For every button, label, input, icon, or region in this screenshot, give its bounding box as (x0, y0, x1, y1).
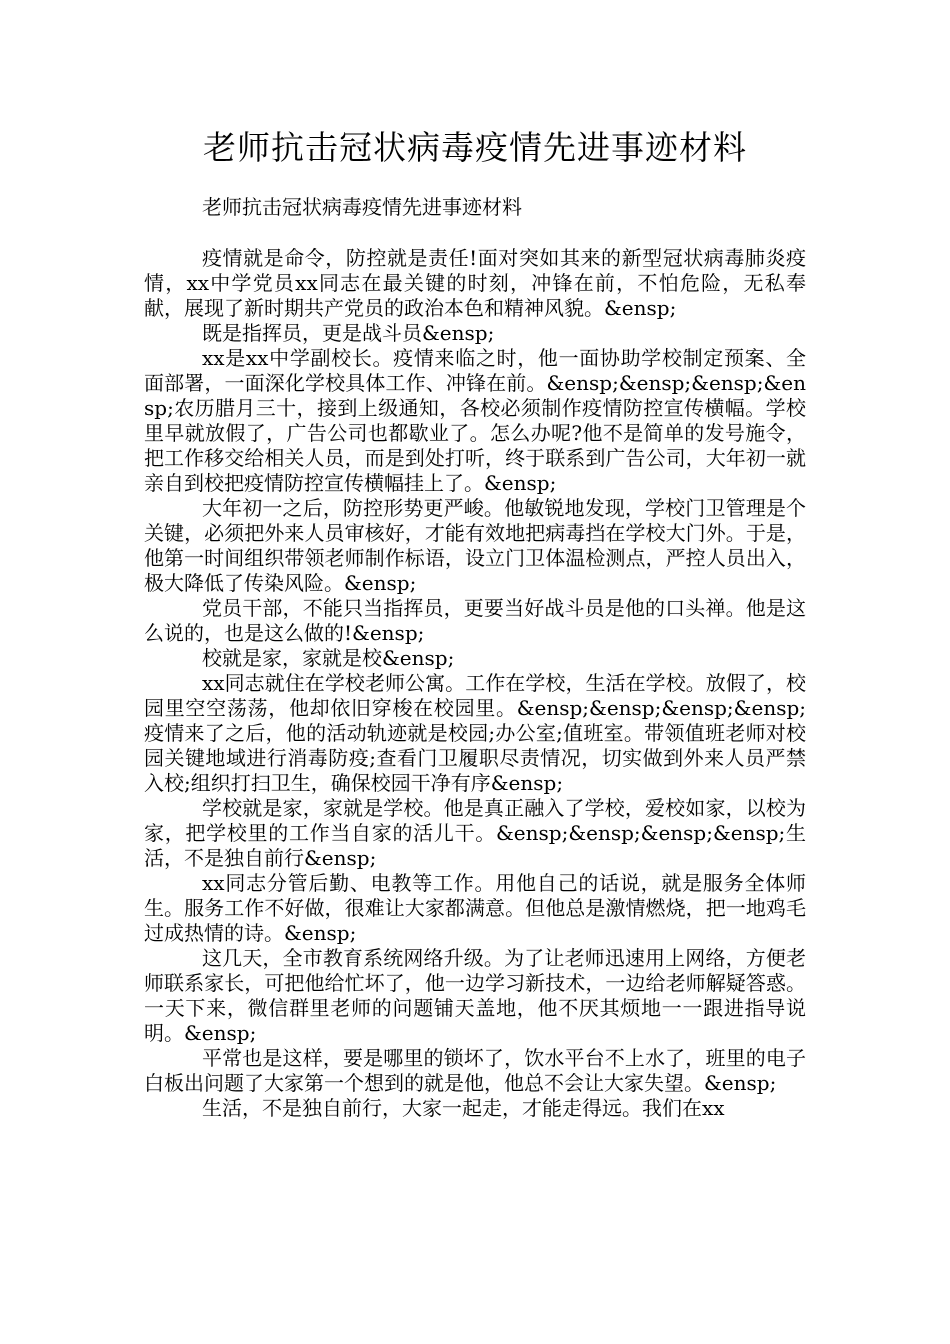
paragraph: 大年初一之后，防控形势更严峻。他敏锐地发现，学校门卫管理是个关键，必须把外来人员审核好，才能有效地把病毒挡在学校大门外。于是，他第一时间组织带领老师制作标语，设立门卫体温检测点，严控人员出入，极大降低了传染风险。&ensp; (144, 496, 806, 595)
paragraph: xx同志就住在学校老师公寓。工作在学校，生活在学校。放假了，校园里空空荡荡，他却依旧穿梭在校园里。&ensp;&ensp;&ensp;&ensp;疫情来了之后，他的活动轨迹就是校园;办公室;值班室。带领值班老师对校园关键地域进行消毒防疫;查看门卫履职尽责情况，切实做到外来人员严禁入校;组织打扫卫生，确保校园干净有序&ensp; (144, 671, 806, 795)
paragraph: 学校就是家，家就是学校。他是真正融入了学校，爱校如家，以校为家，把学校里的工作当自家的活儿干。&ensp;&ensp;&ensp;&ensp;生活，不是独自前行&ensp; (144, 796, 806, 870)
document-body (144, 246, 806, 1121)
paragraph: 疫情就是命令，防控就是责任!面对突如其来的新型冠状病毒肺炎疫情，xx中学党员xx同志在最关键的时刻，冲锋在前，不怕危险，无私奉献，展现了新时期共产党员的政治本色和精神风貌。&ensp; (144, 246, 806, 320)
paragraph: 平常也是这样，要是哪里的锁坏了，饮水平台不上水了，班里的电子白板出问题了大家第一个想到的就是他，他总不会让大家失望。&ensp; (144, 1046, 806, 1095)
paragraph: 校就是家，家就是校&ensp; (202, 646, 455, 670)
document-title: 老师抗击冠状病毒疫情先进事迹材料 (203, 128, 747, 167)
paragraph: xx同志分管后勤、电教等工作。用他自己的话说，就是服务全体师生。服务工作不好做，很难让大家都满意。但他总是激情燃烧，把一地鸡毛过成热情的诗。&ensp; (144, 871, 806, 945)
document-page (144, 118, 806, 1121)
paragraph: 党员干部，不能只当指挥员，更要当好战斗员是他的口头禅。他是这么说的，也是这么做的!&ensp; (144, 596, 806, 645)
paragraph: xx是xx中学副校长。疫情来临之时，他一面协助学校制定预案、全面部署，一面深化学校具体工作、冲锋在前。&ensp;&ensp;&ensp;&ensp;农历腊月三十，接到上级通知，各校必须制作疫情防控宣传横幅。学校里早就放假了，广告公司也都歇业了。怎么办呢?他不是简单的发号施令，把工作移交给相关人员，而是到处打听，终于联系到广告公司，大年初一就亲自到校把疫情防控宣传横幅挂上了。&ensp; (144, 346, 806, 495)
paragraph: 生活，不是独自前行，大家一起走，才能走得远。我们在xx (202, 1096, 725, 1120)
document-subtitle: 老师抗击冠状病毒疫情先进事迹材料 (202, 195, 522, 219)
paragraph: 这几天，全市教育系统网络升级。为了让老师迅速用上网络，方便老师联系家长，可把他给忙坏了，他一边学习新技术，一边给老师解疑答惑。一天下来，微信群里老师的问题铺天盖地，他不厌其烦地一一跟进指导说明。&ensp; (144, 946, 806, 1045)
paragraph: 既是指挥员，更是战斗员&ensp; (202, 321, 495, 345)
